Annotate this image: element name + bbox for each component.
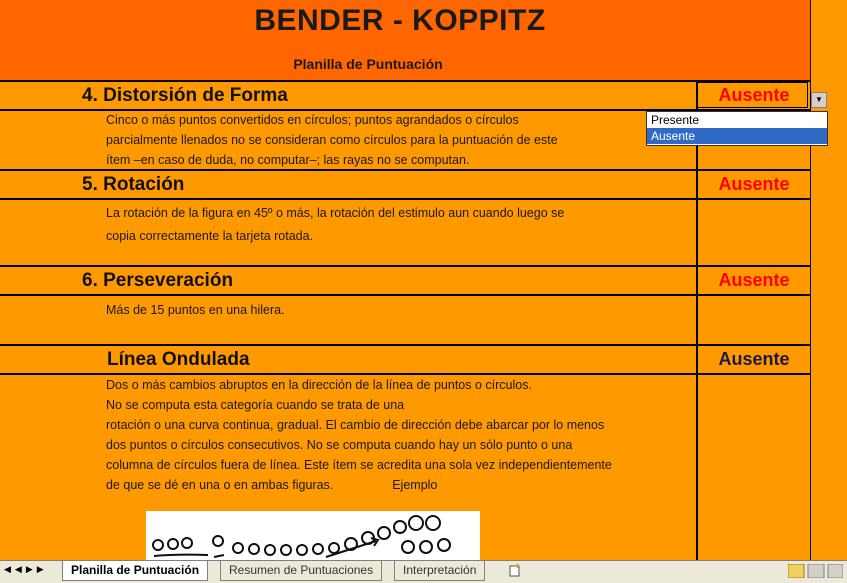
description-line: rotación o una curva continua, gradual. El cambio de dirección debe abarcar por lo menos: [106, 418, 605, 432]
description-line: Dos o más cambios abruptos en la dirección de la línea de puntos o círculos.: [106, 378, 532, 392]
status-perseveracion[interactable]: Ausente: [718, 270, 790, 290]
description-line: dos puntos o círculos consecutivos. No se computa cuando hay un sólo punto o una: [106, 438, 573, 452]
example-image: [146, 511, 480, 560]
right-column: [810, 0, 847, 560]
section-description-distorsion: [106, 110, 558, 170]
dropdown-option-ausente[interactable]: Ausente: [647, 128, 827, 144]
status-distorsion[interactable]: Ausente: [718, 85, 790, 105]
row-divider: [0, 344, 810, 346]
description-line: Más de 15 puntos en una hilera.: [106, 303, 285, 317]
section-description-perseveracion: [106, 300, 285, 320]
status-dropdown-list[interactable]: [646, 111, 828, 146]
sheet-tab-bar: [0, 560, 847, 583]
chevron-down-icon[interactable]: ▼: [811, 92, 827, 108]
row-divider: [0, 294, 810, 296]
row-divider: [0, 198, 810, 200]
section-title-rotacion: 5. Rotación: [82, 174, 185, 195]
prev-sheet-icon[interactable]: ◀: [14, 564, 26, 574]
section-title-linea-ondulada: Línea Ondulada: [107, 349, 250, 370]
section-title-perseveracion: 6. Perseveración: [82, 270, 234, 291]
insert-sheet-icon[interactable]: [508, 563, 522, 577]
first-sheet-icon[interactable]: ◀: [4, 564, 15, 574]
page-title: BENDER - KOPPITZ: [254, 4, 546, 37]
description-text: de que se dé en una o en ambas figuras.: [106, 478, 334, 492]
dropdown-option-presente[interactable]: Presente: [651, 113, 700, 127]
header-band: [0, 0, 810, 80]
wavy-line-drawing: [146, 511, 480, 560]
example-label: Ejemplo: [392, 478, 438, 492]
description-line: ítem –en caso de duda, no computar–; las rayas no se computan.: [106, 153, 470, 167]
tab-planilla-de-puntuacion[interactable]: Planilla de Puntuación: [62, 561, 208, 581]
next-sheet-icon[interactable]: ▶: [25, 564, 37, 574]
description-line: parcialmente llenados no se consideran como círculos para la puntuación de este: [106, 133, 558, 147]
row-divider: [0, 80, 810, 82]
description-line: copia correctamente la tarjeta rotada.: [106, 229, 314, 243]
description-line: La rotación de la figura en 45º o más, la rotación del estimulo aun cuando luego se: [106, 206, 565, 220]
description-line: Cinco o más puntos convertidos en círculos; puntos agrandados o círculos: [106, 113, 519, 127]
section-title-distorsion: 4. Distorsión de Forma: [82, 85, 288, 106]
page-subtitle: Planilla de Puntuación: [293, 56, 443, 72]
description-line: No se computa esta categoría cuando se trata de una: [106, 398, 405, 412]
last-sheet-icon[interactable]: ▶: [36, 564, 48, 574]
tab-interpretacion[interactable]: Interpretación: [394, 561, 485, 581]
tab-navigation-buttons[interactable]: [4, 564, 48, 575]
tab-resumen-de-puntuaciones[interactable]: Resumen de Puntuaciones: [220, 561, 382, 581]
section-description-rotacion: [106, 202, 564, 248]
status-linea-ondulada[interactable]: Ausente: [718, 349, 790, 369]
section-description-linea-ondulada: [106, 375, 612, 495]
status-rotacion[interactable]: Ausente: [718, 174, 790, 194]
row-divider: [0, 265, 810, 267]
column-divider: [696, 80, 698, 560]
horizontal-scrollbar[interactable]: [788, 564, 843, 578]
description-line: [106, 475, 612, 495]
description-line: columna de círculos fuera de línea. Este ítem se acredita una sola vez independientemente: [106, 458, 612, 472]
